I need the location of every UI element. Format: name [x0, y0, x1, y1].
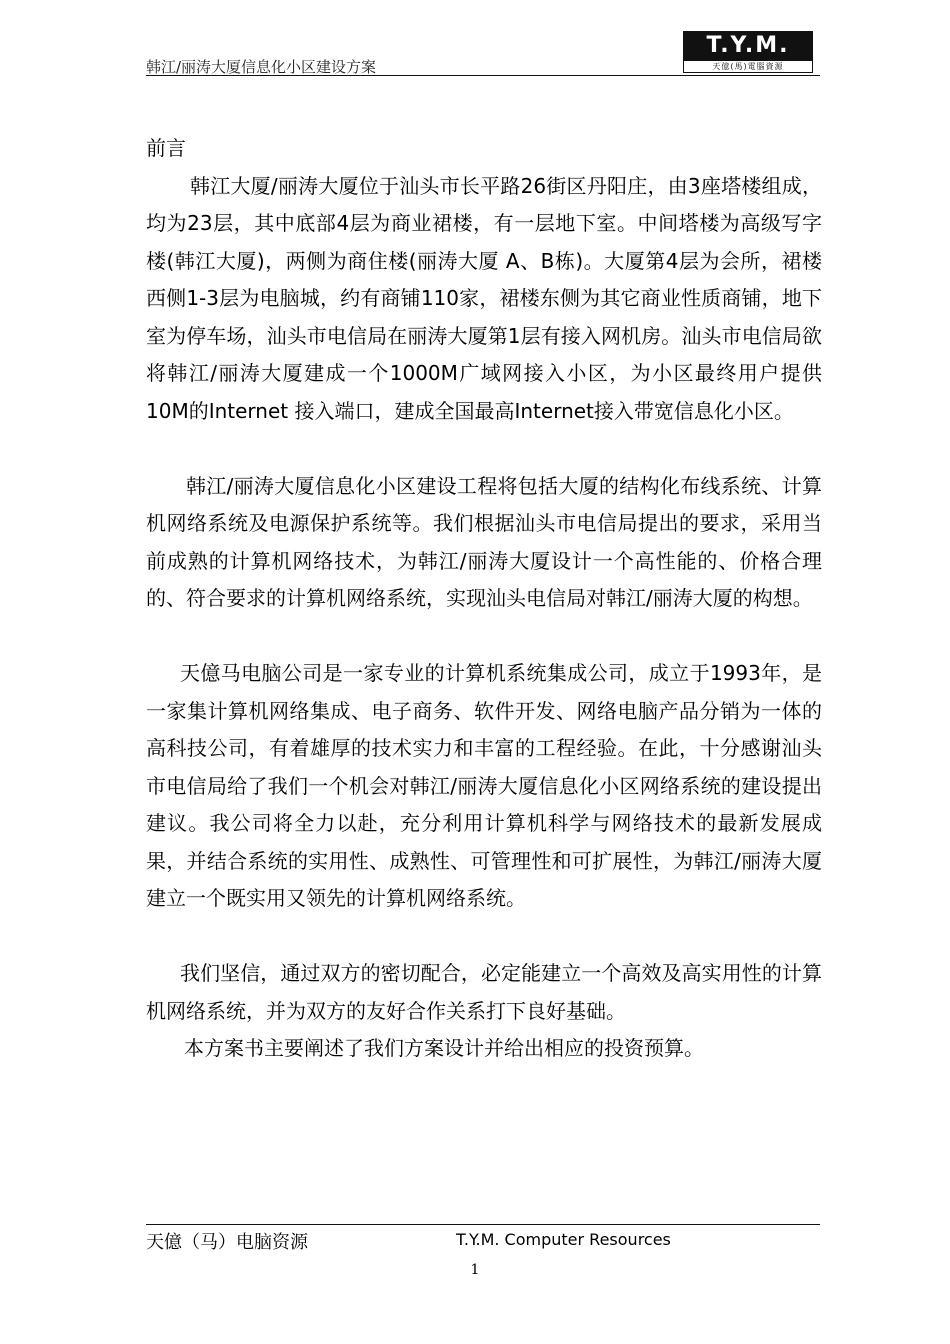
logo-main-text: T.Y.M. [683, 31, 813, 61]
footer-divider [146, 1224, 820, 1225]
page-number: 1 [470, 1262, 480, 1278]
paragraph-spacer [146, 618, 822, 656]
section-heading: 前言 [146, 136, 186, 160]
paragraph-spacer [146, 430, 822, 468]
paragraph-summary: 本方案书主要阐述了我们方案设计并给出相应的投资预算。 [184, 1036, 704, 1060]
paragraph-spacer [146, 918, 822, 956]
footer-company-cn: 天億（马）电脑资源 [146, 1232, 308, 1253]
logo-sub-text: 天億(馬)電腦資源 [683, 61, 813, 73]
footer-company-en: T.Y.M. Computer Resources [456, 1230, 671, 1249]
paragraph-intro: 韩江大厦/丽涛大厦位于汕头市长平路26街区丹阳庄，由3座塔楼组成，均为23层，其中底部4层为商业裙楼，有一层地下室。中间塔楼为高级写字楼(韩江大厦)，两侧为商住楼(丽涛大厦 A、B栋)。大厦第4层为会所，裙楼西侧1-3层为电脑城，约有商铺110家，裙楼东侧为其它商业性质商铺，地下室为停车场，汕头市电信局在丽涛大厦第1层有接入网机房。汕头市电信局欲将韩江/丽涛大厦建成一个1000M广域网接入小区，为小区最终用户提供10M的Internet 接入端口，建成全国最高Internet接入带宽信息化小区。 [146, 173, 822, 423]
document-body [146, 130, 822, 1068]
company-logo [683, 31, 813, 73]
header-divider [146, 75, 820, 76]
document-header-title: 韩江/丽涛大厦信息化小区建设方案 [146, 58, 377, 76]
paragraph-company-intro: 天億马电脑公司是一家专业的计算机系统集成公司，成立于1993年，是一家集计算机网络集成、电子商务、软件开发、网络电脑产品分销为一体的高科技公司，有着雄厚的技术实力和丰富的工程经验。在此，十分感谢汕头市电信局给了我们一个机会对韩江/丽涛大厦信息化小区网络系统的建设提出建议。我公司将全力以赴，充分利用计算机科学与网络技术的最新发展成果，并结合系统的实用性、成熟性、可管理性和可扩展性，为韩江/丽涛大厦建立一个既实用又领先的计算机网络系统。 [146, 661, 822, 910]
paragraph-project-scope: 韩江/丽涛大厦信息化小区建设工程将包括大厦的结构化布线系统、计算机网络系统及电源保护系统等。我们根据汕头市电信局提出的要求，采用当前成熟的计算机网络技术，为韩江/丽涛大厦设计一个高性能的、价格合理的、符合要求的计算机网络系统，实现汕头电信局对韩江/丽涛大厦的构想。 [146, 473, 822, 610]
paragraph-cooperation: 我们坚信，通过双方的密切配合，必定能建立一个高效及高实用性的计算机网络系统，并为双方的友好合作关系打下良好基础。 [146, 961, 822, 1023]
